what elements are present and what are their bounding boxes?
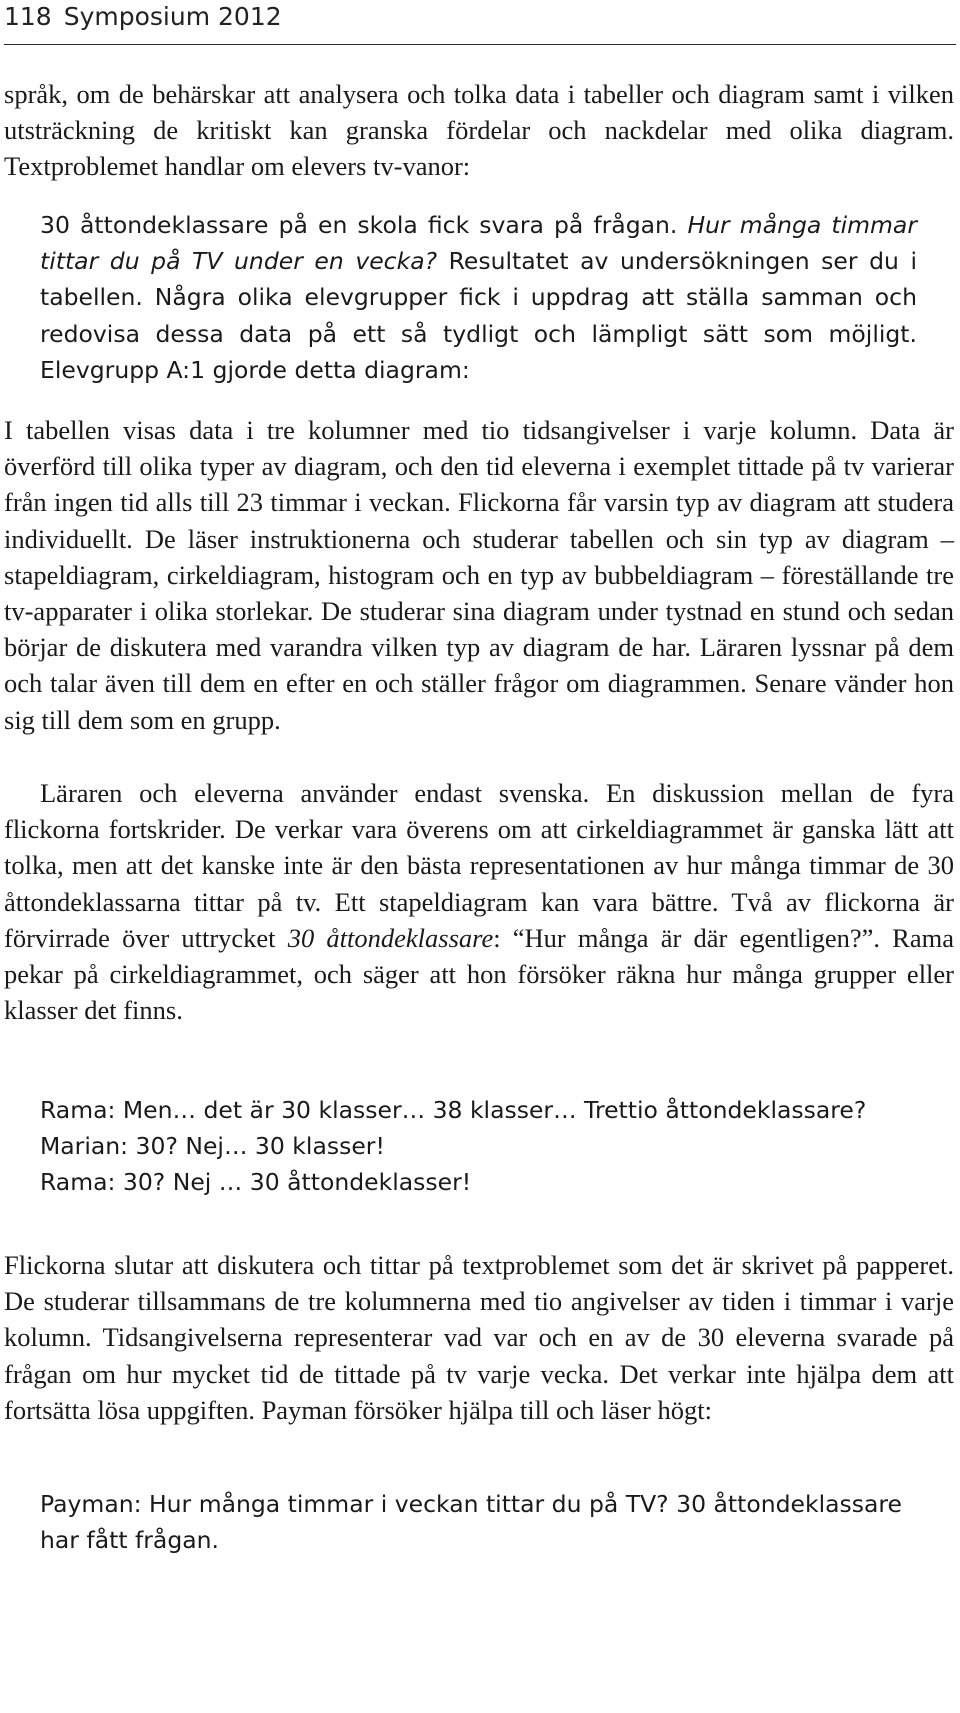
dialogue-line: Payman: Hur många timmar i veckan tittar du på TV? 30 åttondeklassare har fått frågan.: [40, 1490, 902, 1555]
paragraph-3-term: 30 åttondeklassare: [287, 922, 494, 953]
paragraph-3-text-after: : “Hur många är där egentligen?”. Rama pekar på cirkeldiagrammet, och säger att hon försöker räkna hur många grupper eller klasser det finns.: [4, 922, 954, 1026]
task-question: Hur många timmar tittar du på TV under en vecka?: [40, 211, 917, 276]
body-paragraph-3: [4, 775, 954, 1028]
dialogue-block-1: [40, 1092, 920, 1201]
dialogue-line: Rama: 30? Nej … 30 åttondeklasser!: [40, 1168, 472, 1197]
body-paragraph-2: I tabellen visas data i tre kolumner med tio tidsangivelser i varje kolumn. Data är överförd till olika typer av diagram, och den tid eleverna i exemplet tittade på tv varierar från ingen tid alls till 23 timmar i veckan. Flickorna får varsin typ av diagram att studera individuellt. De läser instruktionerna och studerar tabellen och sin typ av diagram – stapeldiagram, cirkeldiagram, histogram och en typ av bubbeldiagram – föreställande tre tv-apparater i olika storlekar. De studerar sina diagram under tystnad en stund och sedan börjar de diskutera med varandra vilken typ av diagram de har. Läraren lyssnar på dem och talar även till dem en efter en och ställer frågor om diagrammen. Senare vänder hon sig till dem som en grupp.: [4, 415, 954, 735]
task-quote-block: [40, 207, 917, 388]
running-title: Symposium 2012: [63, 2, 282, 31]
dialogue-line: Rama: Men… det är 30 klasser… 38 klasser… Trettio åttondeklassare?: [40, 1096, 867, 1124]
dialogue-block-2: [40, 1486, 920, 1558]
body-paragraph-4: Flickorna slutar att diskutera och tittar på textproblemet som det är skrivet på papperet. De studerar tillsammans de tre kolumnerna med tio angivelser av tiden i timmar i varje kolumn. Tidsangivelserna representerar vad var och en av de 30 eleverna svarade på frågan om hur mycket tid de tittade på tv varje vecka. Det verkar inte hjälpa dem att fortsätta lösa uppgiften. Payman försöker hjälpa till och läser högt:: [4, 1250, 954, 1425]
paragraph-3-text-before: Läraren och eleverna använder endast svenska. En diskussion mellan de fyra flickorna fortskrider. De verkar vara överens om att cirkeldiagrammet är ganska lätt att tolka, men att det kanske inte är den bästa representationen av hur många timmar de 30 åttondeklassarna tittar på tv. Ett stapeldiagram kan vara bättre. Två av flickorna är förvirrade över uttrycket: [4, 778, 954, 953]
dialogue-line: Marian: 30? Nej… 30 klasser!: [40, 1132, 385, 1161]
running-header: [4, 0, 956, 45]
task-text-before: 30 åttondeklassare på en skola fick svara på frågan.: [40, 211, 688, 239]
task-text-after: Resultatet av undersökningen ser du i tabellen. Några olika elevgrupper fick i uppdrag att ställa samman och redovisa dessa data på ett så tydligt och lämpligt sätt som möjligt. Elevgrupp A:1 gjorde detta diagram:: [40, 247, 917, 384]
page-number: 118: [4, 2, 52, 31]
intro-paragraph: språk, om de behärskar att analysera och tolka data i tabeller och diagram samt i vilken utsträckning de kritiskt kan granska fördelar och nackdelar med olika diagram. Textproblemet handlar om elevers tv-vanor:: [4, 79, 954, 182]
